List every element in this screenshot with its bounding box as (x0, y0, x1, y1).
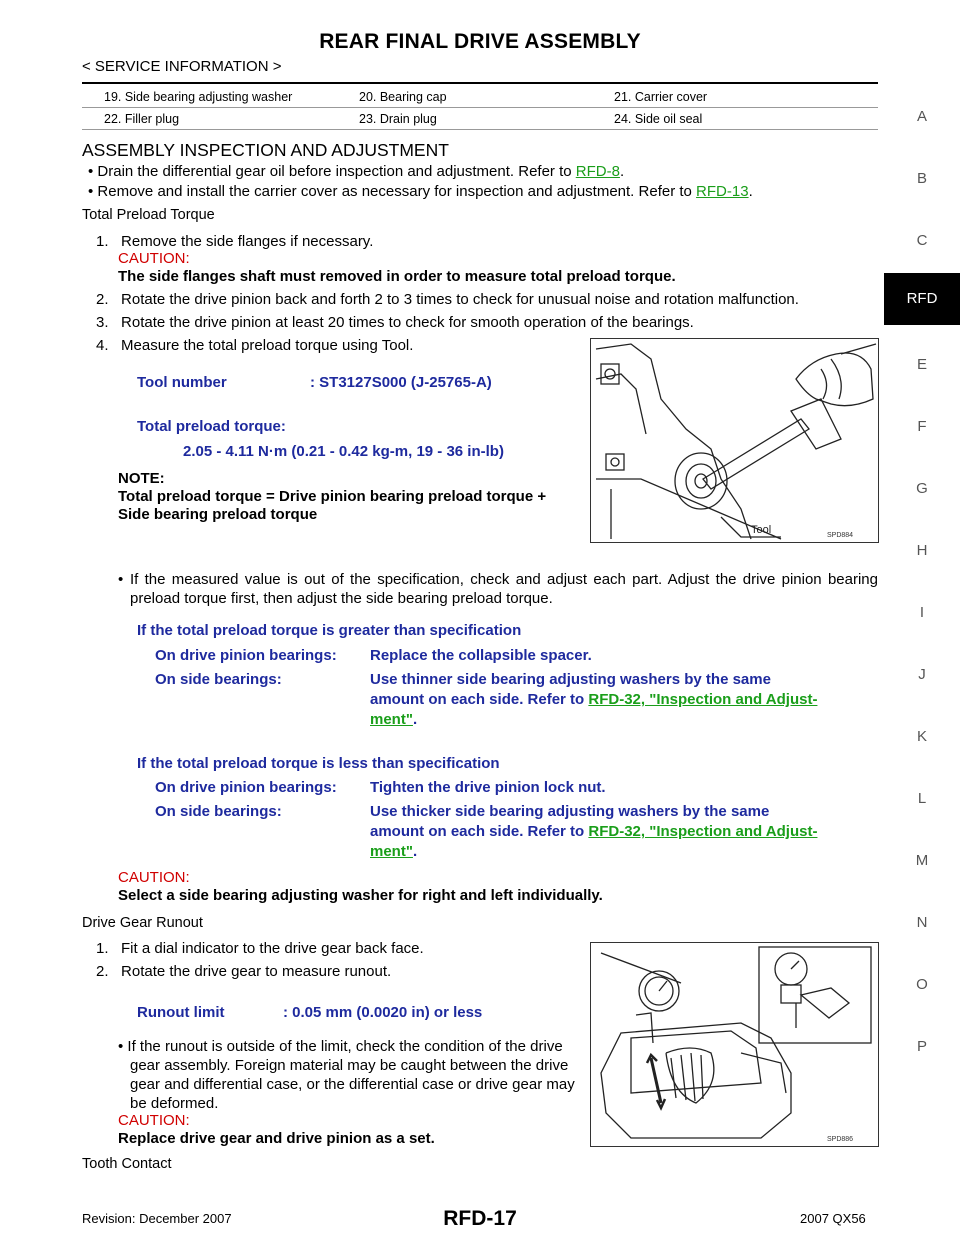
table-cell: 19. Side bearing adjusting washer (104, 90, 293, 104)
link-rfd-13[interactable]: RFD-13 (696, 183, 749, 200)
less-heading: If the total preload torque is less than specification (137, 755, 500, 772)
caution-text: Select a side bearing adjusting washer for right and left individually. (118, 887, 603, 904)
side-tab-p[interactable]: P (916, 1038, 927, 1055)
table-cell: 24. Side oil seal (614, 112, 703, 126)
table-row (82, 86, 878, 108)
caution-text: Replace drive gear and drive pinion as a set. (118, 1130, 435, 1147)
less-side-label: On side bearings: (155, 803, 282, 820)
figure-preload-tool (590, 338, 879, 543)
header-divider (82, 82, 878, 84)
step-text: Remove the side flanges if necessary. (121, 233, 374, 250)
link-rfd-32-cont[interactable]: ment" (370, 843, 413, 860)
side-tab-m[interactable]: M (915, 852, 929, 869)
footer-revision: Revision: December 2007 (82, 1211, 232, 1226)
less-side-value-1: Use thicker side bearing adjusting washers by the same (370, 803, 770, 820)
caution-label: CAUTION: (118, 250, 190, 267)
side-tab-g[interactable]: G (916, 480, 928, 497)
step-4: 4. Measure the total preload torque using Tool. (96, 337, 414, 354)
greater-pinion-value: Replace the collapsible spacer. (370, 647, 592, 664)
list-item: • If the runout is outside of the limit, check the condition of the drive gear assembly. Foreign material may be caught between the drive gear and differential case, or the differential case or drive gear may be deformed. (118, 1037, 588, 1113)
step-text: Measure the total preload torque using Tool. (121, 337, 414, 354)
step-3: 3. Rotate the drive pinion at least 20 times to check for smooth operation of the bearings. (96, 314, 694, 331)
subsection-heading: Tooth Contact (82, 1156, 172, 1172)
text: amount on each side. Refer to (370, 691, 589, 708)
step-text: Fit a dial indicator to the drive gear back face. (121, 940, 424, 957)
greater-side-label: On side bearings: (155, 671, 282, 688)
text: amount on each side. Refer to (370, 823, 589, 840)
table-cell: 23. Drain plug (359, 112, 437, 126)
preload-measurement-illustration (591, 339, 878, 542)
link-rfd-32[interactable]: RFD-32, "Inspection and Adjust- (588, 823, 818, 840)
link-rfd-32[interactable]: RFD-32, "Inspection and Adjust- (588, 691, 818, 708)
side-tab-o[interactable]: O (916, 976, 928, 993)
bullet-text: gear and differential case, or the differential case or drive gear may (130, 1076, 575, 1093)
runout-limit-value: : 0.05 mm (0.0020 in) or less (283, 1004, 483, 1021)
list-item: • Remove and install the carrier cover as necessary for inspection and adjustment. Refer to RFD-13. (88, 183, 753, 200)
page-title: REAR FINAL DRIVE ASSEMBLY (319, 30, 641, 53)
link-rfd-8[interactable]: RFD-8 (575, 163, 620, 180)
runout-measurement-illustration (591, 943, 878, 1146)
table-cell: 21. Carrier cover (614, 90, 708, 104)
figure-id: SPD884 (827, 532, 854, 539)
bullet-text: If the measured value is out of the specification, check and adjust each part. Adjust the drive pinion bearing preload torque first, then adjust the side bearing preload torque. (130, 571, 878, 607)
parts-legend-table (82, 86, 878, 130)
table-row (82, 108, 878, 130)
side-tab-e[interactable]: E (916, 356, 927, 373)
footer-model: 2007 QX56 (800, 1211, 866, 1226)
row-divider (82, 129, 878, 130)
note-line-2: Side bearing preload torque (118, 506, 318, 523)
list-item (118, 570, 878, 608)
breadcrumb: < SERVICE INFORMATION > (82, 58, 282, 75)
less-side-value-3: ment". (370, 843, 418, 860)
less-side-value-2 (370, 823, 817, 840)
greater-side-value-1: Use thinner side bearing adjusting washers by the same (370, 671, 771, 688)
note-label: NOTE: (118, 470, 165, 487)
preload-label: Total preload torque: (137, 418, 286, 435)
bullet-text: be deformed. (130, 1095, 219, 1112)
table-cell: 22. Filler plug (104, 112, 180, 126)
side-tab-rfd-active[interactable]: RFD (884, 273, 960, 325)
tool-number-label: Tool number (137, 374, 227, 391)
step-2: 2. Rotate the drive gear to measure runout. (96, 963, 392, 980)
runout-limit-label: Runout limit (137, 1004, 225, 1021)
bullet-text: If the runout is outside of the limit, check the condition of the drive (127, 1038, 563, 1055)
greater-pinion-label: On drive pinion bearings: (155, 647, 337, 664)
side-tab-j[interactable]: J (918, 666, 926, 683)
figure-tool-label: Tool (751, 524, 772, 536)
side-tab-h[interactable]: H (916, 542, 928, 559)
less-pinion-label: On drive pinion bearings: (155, 779, 337, 796)
step-1: 1. Fit a dial indicator to the drive gear back face. (96, 940, 424, 957)
side-tab-b[interactable]: B (916, 170, 927, 187)
section-heading: ASSEMBLY INSPECTION AND ADJUSTMENT (82, 140, 449, 160)
table-cell: 20. Bearing cap (359, 90, 447, 104)
list-item: • Drain the differential gear oil before inspection and adjustment. Refer to RFD-8. (88, 163, 625, 180)
caution-label: CAUTION: (118, 869, 190, 886)
step-2: 2. Rotate the drive pinion back and forth 2 to 3 times to check for unusual noise and rotation malfunction. (96, 291, 799, 308)
link-rfd-32-cont[interactable]: ment" (370, 711, 413, 728)
footer-page-number: RFD-17 (443, 1207, 517, 1230)
greater-heading: If the total preload torque is greater than specification (137, 622, 522, 639)
side-tab-l[interactable]: L (917, 790, 927, 807)
bullet: • (88, 163, 98, 180)
bullet-text: gear assembly. Foreign material may be caught between the drive (130, 1057, 569, 1074)
bullet: • (118, 571, 124, 588)
note-line-1: Total preload torque = Drive pinion bearing preload torque + (118, 488, 547, 505)
step-text: Rotate the drive gear to measure runout. (121, 963, 392, 980)
caution-text: The side flanges shaft must removed in order to measure total preload torque. (118, 268, 676, 285)
subsection-heading: Total Preload Torque (82, 207, 215, 223)
side-tab-c[interactable]: C (916, 232, 928, 249)
subsection-heading: Drive Gear Runout (82, 915, 203, 931)
caution-label: CAUTION: (118, 1112, 190, 1129)
side-tab-k[interactable]: K (916, 728, 927, 745)
side-tab-a[interactable]: A (916, 108, 927, 125)
side-tab-f[interactable]: F (917, 418, 927, 435)
bullet: • (88, 183, 98, 200)
figure-id: SPD886 (827, 1136, 854, 1143)
side-tab-n[interactable]: N (916, 914, 928, 931)
step-text: Rotate the drive pinion back and forth 2 to 3 times to check for unusual noise and rotation malfunction. (121, 291, 799, 308)
bullet-text: Drain the differential gear oil before inspection and adjustment. Refer to (97, 163, 576, 180)
less-pinion-value: Tighten the drive pinion lock nut. (370, 779, 606, 796)
tool-number-value: : ST3127S000 (J-25765-A) (310, 374, 492, 391)
preload-value: 2.05 - 4.11 N·m (0.21 - 0.42 kg-m, 19 - 36 in-lb) (183, 443, 504, 460)
step-text: Rotate the drive pinion at least 20 times to check for smooth operation of the bearings. (121, 314, 694, 331)
figure-runout-dial-indicator (590, 942, 879, 1147)
step-1: 1. Remove the side flanges if necessary. (96, 233, 374, 250)
bullet-text: Remove and install the carrier cover as necessary for inspection and adjustment. Refer to (97, 183, 697, 200)
side-tab-i[interactable]: I (919, 604, 925, 621)
greater-side-value-3: ment". (370, 711, 418, 728)
greater-side-value-2 (370, 691, 817, 708)
